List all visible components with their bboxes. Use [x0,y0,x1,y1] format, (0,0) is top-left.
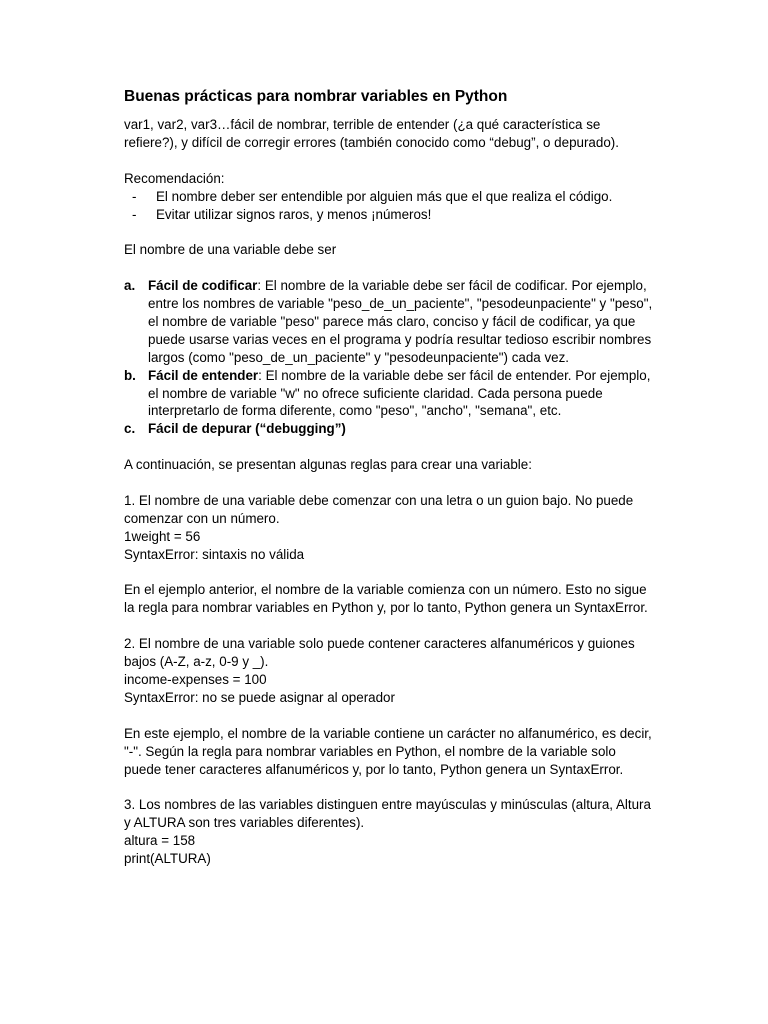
list-bullet: - [132,188,137,204]
list-item [124,188,654,206]
rule-3-text: 3. Los nombres de las variables distinguen entre mayúsculas y minúsculas (altura, Altura y ALTURA son tres variables diferentes). [124,797,651,831]
rule-1-explanation: En el ejemplo anterior, el nombre de la variable comienza con un número. Esto no sigue la regla para nombrar variables en Python y, por lo tanto, Python genera un SyntaxError. [124,582,648,616]
list-item-text: El nombre deber ser entendible por alguien más que el que realiza el código. [156,188,613,204]
rule-2-text: 2. El nombre de una variable solo puede contener caracteres alfanuméricos y guiones bajos (A-Z, a-z, 0-9 y _). [124,636,635,670]
list-marker: b. [124,367,136,383]
qualities-list [124,277,654,438]
document-title: Buenas prácticas para nombrar variables en Python [124,88,508,105]
rule-1-text: 1. El nombre de una variable debe comenzar con una letra o un guion bajo. No puede comenzar con un número. [124,492,634,526]
list-bullet: - [132,206,137,222]
list-item [124,420,654,438]
intro-paragraph: var1, var2, var3…fácil de nombrar, terrible de entender (¿a qué característica se refiere?), y difícil de corregir errores (también conocido como “debug”, o depurado). [124,117,619,150]
quality-name: Fácil de depurar (“debugging”) [148,421,346,437]
must-be-intro: El nombre de una variable debe ser [124,242,337,258]
document-body [124,86,654,868]
quality-description: : El nombre de la variable debe ser fácil de entender. Por ejemplo, el nombre de variable "w" no ofrece suficiente claridad. Cada persona puede interpretarlo de forma diferente, como "peso", "ancho", "semana", etc. [148,367,651,419]
list-item [124,206,654,224]
list-item [124,367,654,421]
list-marker: a. [124,278,136,294]
rule-1-code: 1weight = 56 [124,528,201,544]
rule-2-error: SyntaxError: no se puede asignar al operador [124,689,395,705]
quality-name: Fácil de entender [148,367,259,383]
list-marker: c. [124,421,136,437]
quality-name: Fácil de codificar [148,278,258,294]
rule-1-error: SyntaxError: sintaxis no válida [124,546,305,562]
rule-2-explanation: En este ejemplo, el nombre de la variable contiene un carácter no alfanumérico, es decir, "-". Según la regla para nombrar variables en Python, el nombre de la variable solo puede tener caracteres alfanuméricos y, por lo tanto, Python genera un SyntaxError. [124,725,652,777]
recommendation-list [124,188,654,224]
rule-3-code-1: altura = 158 [124,833,196,849]
rules-intro: A continuación, se presentan algunas reglas para crear una variable: [124,457,532,473]
list-item-text: Evitar utilizar signos raros, y menos ¡números! [156,206,432,222]
recommendation-heading: Recomendación: [124,170,225,186]
rule-3-code-2: print(ALTURA) [124,851,211,867]
list-item [124,277,654,367]
quality-description: : El nombre de la variable debe ser fácil de codificar. Por ejemplo, entre los nombres de variable "peso_de_un_paciente", "pesodeunpaciente" y "peso", el nombre de variable "peso" parece más claro, conciso y fácil de codificar, ya que puede usarse varias veces en el programa y podría resultar tedioso escribir nombres largos (como "peso_de_un_paciente" y "pesodeunpaciente") cada vez. [148,278,653,365]
rule-2-code: income-expenses = 100 [124,671,267,687]
